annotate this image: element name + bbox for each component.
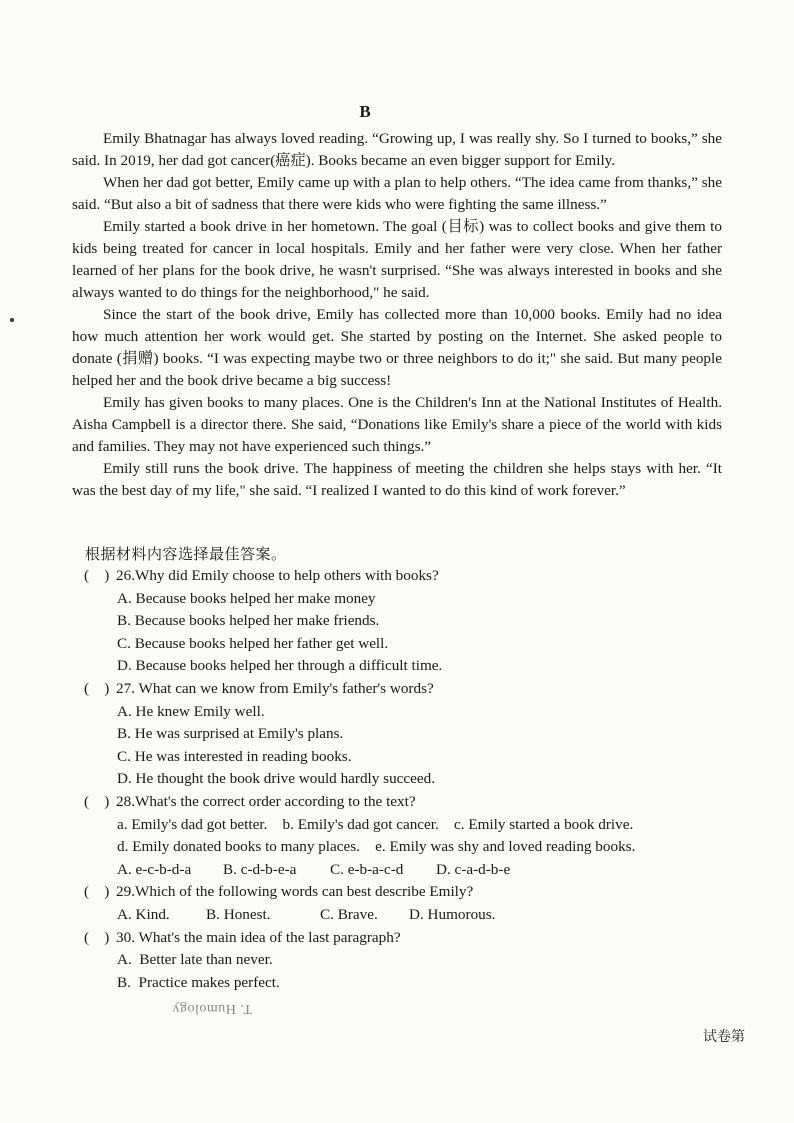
instruction-text: 根据材料内容选择最佳答案。: [85, 545, 287, 563]
question-30: [84, 927, 724, 950]
option-27-c: C. He was interested in reading books.: [117, 747, 352, 765]
option-27-a: A. He knew Emily well.: [117, 702, 265, 720]
paragraph-5: Emily has given books to many places. One is the Children's Inn at the National Institutes of Health. Aisha Campbell is a director there. She said, “Donations like Emily's share a piece of the world with kids and families. They may not have experienced such things.”: [72, 394, 722, 455]
options-29: [84, 904, 724, 927]
question-28: [84, 791, 724, 814]
paragraph-6: Emily still runs the book drive. The happiness of meeting the children she helps stays with her. “It was the best day of my life," she said. “I realized I wanted to do this kind of work forever.”: [72, 460, 722, 499]
options-28: [84, 859, 724, 882]
paragraph-4: Since the start of the book drive, Emily has collected more than 10,000 books. Emily had no idea how much attention her work would get. She started by posting on the Internet. She asked people to donate (捐赠) books. “I was expecting maybe two or three neighbors to do it;" she said. But many people helped her and the book drive became a big success!: [72, 306, 722, 389]
paragraph-1: Emily Bhatnagar has always loved reading. “Growing up, I was really shy. So I turned to books,” she said. In 2019, her dad got cancer(癌症). Books became an even bigger support for Emily.: [72, 130, 722, 169]
answer-blank-30[interactable]: ( ): [84, 928, 110, 946]
option-28-a: A. e-c-b-d-a: [117, 860, 192, 878]
events-line-2: d. Emily donated books to many places. e. Emily was shy and loved reading books.: [117, 838, 636, 856]
option-29-a: A. Kind.: [117, 905, 170, 923]
paragraph-2: When her dad got better, Emily came up with a plan to help others. “The idea came from thanks,” she said. “But also a bit of sadness that there were kids who were fighting the same illness.”: [72, 174, 722, 213]
stray-dot: [10, 318, 14, 322]
question-list: [84, 565, 724, 994]
option-29-b: B. Honest.: [206, 905, 271, 923]
reading-passage: [72, 128, 722, 502]
events-line-1: a. Emily's dad got better. b. Emily's dad got cancer. c. Emily started a book drive.: [117, 815, 634, 833]
page-footer: 试卷第: [703, 1029, 745, 1045]
mirrored-bleed-text: T. Humology: [172, 1001, 252, 1016]
option-29-c: C. Brave.: [320, 905, 378, 923]
option-29-d: D. Humorous.: [409, 905, 496, 923]
option-28-b: B. c-d-b-e-a: [223, 860, 297, 878]
option-30-a: A. Better late than never.: [117, 951, 273, 969]
paragraph-3: Emily started a book drive in her hometown. The goal (目标) was to collect books and give them to kids being treated for cancer in local hospitals. Emily and her father were very close. When her father learned of her plans for the book drive, he wasn't surprised. “She was always interested in books and she always wanted to do things for the neighborhood," he said.: [72, 218, 722, 301]
option-26-c: C. Because books helped her father get well.: [117, 634, 389, 652]
question-27-stem: 27. What can we know from Emily's father's words?: [116, 679, 434, 697]
option-27-b: B. He was surprised at Emily's plans.: [117, 725, 344, 743]
question-30-stem: 30. What's the main idea of the last paragraph?: [116, 928, 401, 946]
question-26-stem: 26.Why did Emily choose to help others with books?: [116, 567, 439, 584]
option-28-c: C. e-b-a-c-d: [330, 860, 404, 878]
option-26-a: A. Because books helped her make money: [117, 589, 376, 607]
answer-blank-26[interactable]: ( ): [84, 567, 110, 584]
answer-blank-28[interactable]: ( ): [84, 792, 110, 810]
question-29-stem: 29.Which of the following words can best describe Emily?: [116, 883, 474, 901]
question-26: [84, 565, 724, 588]
section-label: B: [359, 102, 371, 121]
option-26-d: D. Because books helped her through a difficult time.: [117, 657, 443, 675]
option-27-d: D. He thought the book drive would hardly succeed.: [117, 770, 436, 788]
answer-blank-27[interactable]: ( ): [84, 679, 110, 697]
option-30-b: B. Practice makes perfect.: [117, 973, 280, 991]
question-28-stem: 28.What's the correct order according to the text?: [116, 792, 416, 810]
option-28-d: D. c-a-d-b-e: [436, 860, 511, 878]
question-27: [84, 678, 724, 701]
answer-blank-29[interactable]: ( ): [84, 883, 110, 901]
option-26-b: B. Because books helped her make friends.: [117, 612, 380, 630]
question-29: [84, 881, 724, 904]
